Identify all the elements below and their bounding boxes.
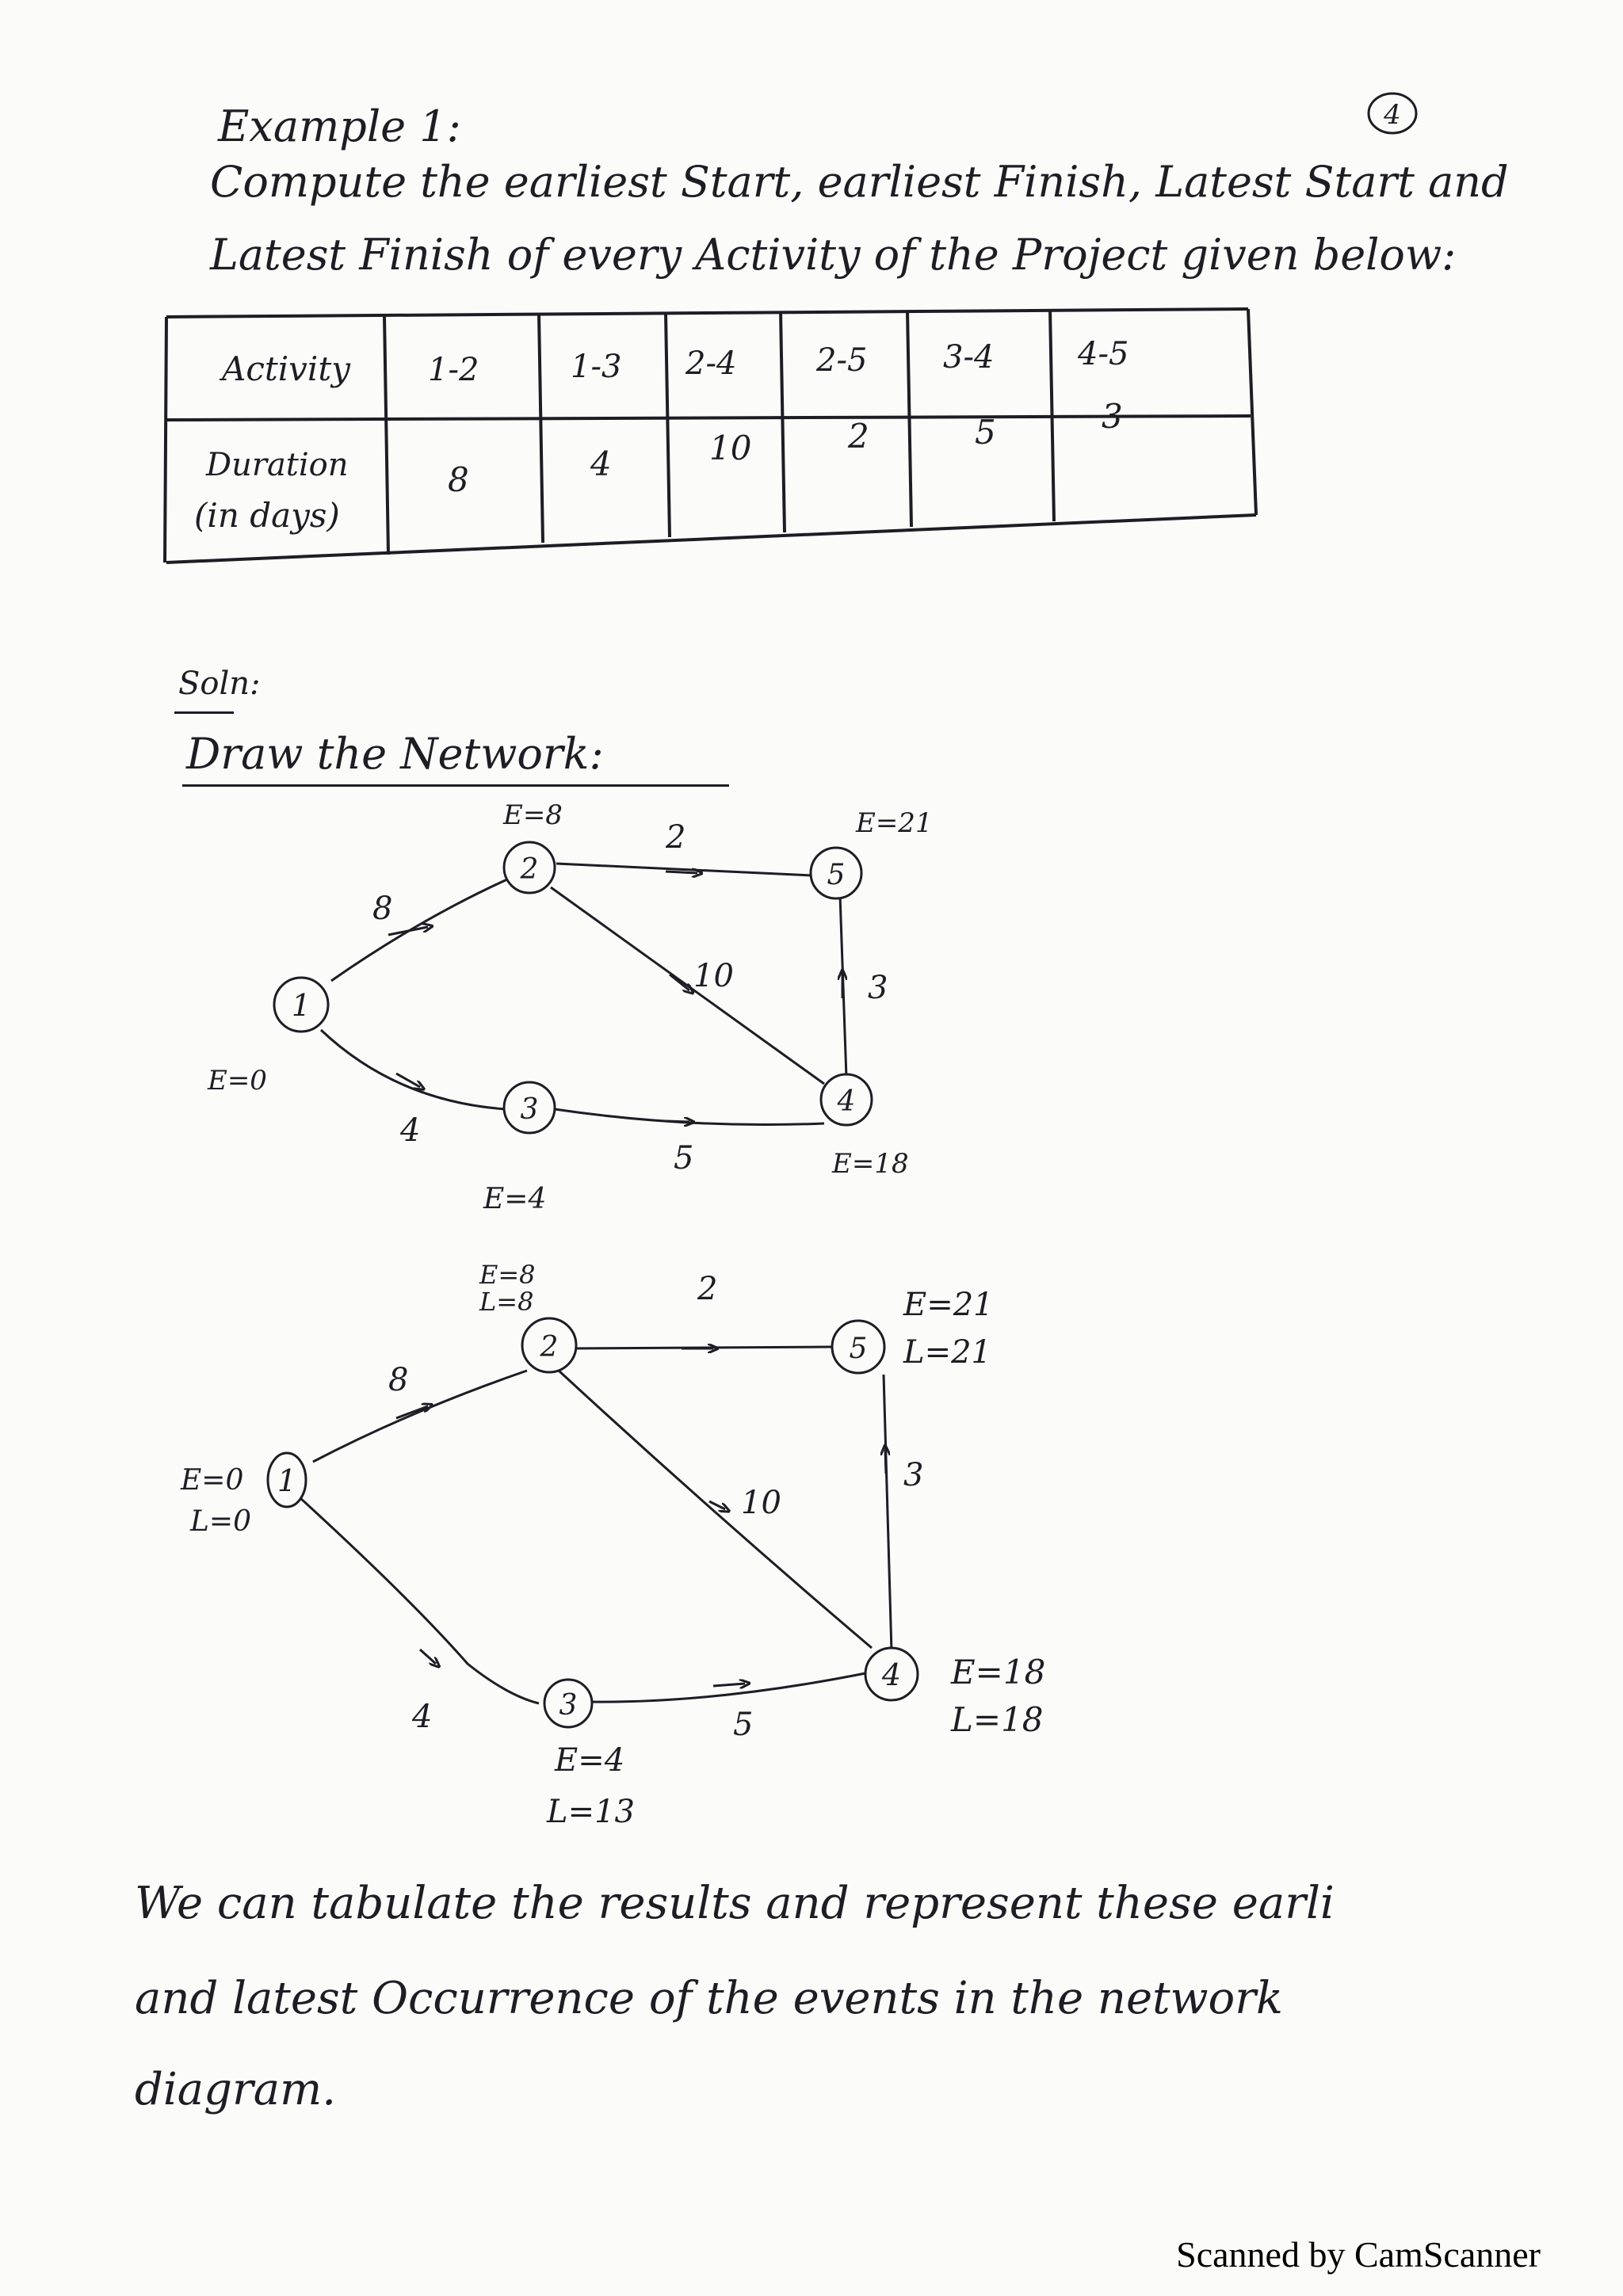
- edge2-1-3-duration: 4: [412, 1699, 433, 1735]
- edge2-1-2: [313, 1371, 527, 1462]
- network-diagram-2: [0, 1252, 1623, 1846]
- node2-1-latest: L=0: [190, 1505, 251, 1538]
- table-row1-header: Activity: [222, 349, 350, 388]
- question-line-2: Latest Finish of every Activity of the Project given below:: [210, 230, 1457, 280]
- duration-1-2: 8: [448, 460, 469, 499]
- edge-1-3: [321, 1030, 506, 1109]
- duration-4-5: 3: [1102, 397, 1123, 436]
- conclusion-line-3: diagram.: [135, 2064, 337, 2115]
- duration-1-3: 4: [590, 444, 612, 483]
- edge2-2-4-duration: 10: [741, 1485, 781, 1521]
- node2-4-label: 4: [881, 1657, 902, 1692]
- node2-1-earliest: E=0: [181, 1464, 244, 1497]
- node2-2-label: 2: [540, 1331, 559, 1363]
- table-row2-header-line2: (in days): [194, 496, 340, 535]
- node2-3-latest: L=13: [547, 1794, 635, 1830]
- node-1-label: 1: [291, 988, 311, 1023]
- edge-3-4-duration: 5: [674, 1140, 694, 1177]
- network-heading: Draw the Network:: [186, 729, 604, 779]
- edge-1-2-duration: 8: [372, 891, 393, 927]
- edge2-1-2-duration: 8: [388, 1362, 409, 1398]
- page-number: 4: [1384, 99, 1401, 131]
- edge2-3-4-duration: 5: [733, 1707, 754, 1743]
- duration-2-5: 2: [848, 417, 869, 456]
- edge-1-2: [331, 879, 507, 981]
- edge-1-3-duration: 4: [400, 1112, 421, 1149]
- edge2-1-3: [300, 1497, 539, 1703]
- node2-5-label: 5: [849, 1333, 868, 1365]
- question-line-1: Compute the earliest Start, earliest Finish, Latest Start and: [210, 157, 1509, 207]
- node-1-earliest: E=0: [208, 1065, 267, 1097]
- activity-3-4: 3-4: [943, 339, 995, 376]
- node2-4-latest: L=18: [951, 1700, 1044, 1739]
- scanner-footer: Scanned by CamScanner: [1176, 2234, 1541, 2275]
- node2-5-earliest: E=21: [903, 1287, 994, 1323]
- edge-2-4-duration: 10: [693, 958, 734, 994]
- example-title: Example 1:: [218, 101, 461, 151]
- activity-2-5: 2-5: [816, 342, 868, 379]
- node-4-earliest: E=18: [832, 1148, 909, 1180]
- conclusion-line-1: We can tabulate the results and represent these earli: [135, 1878, 1335, 1929]
- node2-2-earliest: E=8: [479, 1260, 536, 1290]
- node-5-earliest: E=21: [856, 807, 933, 839]
- conclusion-line-2: and latest Occurrence of the events in the network: [135, 1973, 1283, 2024]
- edge2-2-4: [559, 1371, 872, 1648]
- duration-3-4: 5: [975, 413, 996, 452]
- activity-1-3: 1-3: [571, 349, 622, 385]
- edge2-2-5-duration: 2: [697, 1271, 718, 1307]
- edge-2-5-duration: 2: [666, 819, 686, 856]
- node-3-earliest: E=4: [483, 1183, 547, 1215]
- node-4-label: 4: [837, 1085, 856, 1118]
- node2-1-label: 1: [277, 1463, 297, 1498]
- node2-5-latest: L=21: [903, 1334, 991, 1371]
- edge-4-5-duration: 3: [868, 970, 888, 1006]
- edge2-4-5-duration: 3: [903, 1457, 924, 1493]
- activity-4-5: 4-5: [1078, 336, 1129, 372]
- edge2-4-5: [884, 1375, 892, 1652]
- table-row2-header-line1: Duration: [206, 447, 349, 483]
- activity-1-2: 1-2: [428, 352, 479, 388]
- edge2-3-4: [590, 1673, 865, 1702]
- edge-2-5: [556, 864, 812, 875]
- duration-2-4: 10: [709, 429, 752, 467]
- solution-label: Soln:: [178, 666, 261, 702]
- node2-2-latest: L=8: [479, 1287, 534, 1317]
- node-5-label: 5: [827, 859, 846, 891]
- edge-3-4: [555, 1109, 824, 1125]
- node2-4-earliest: E=18: [951, 1653, 1046, 1691]
- node2-3-earliest: E=4: [555, 1742, 625, 1779]
- activity-2-4: 2-4: [685, 345, 737, 382]
- edge-2-4: [551, 887, 824, 1084]
- node2-3-label: 3: [559, 1689, 578, 1722]
- node-2-earliest: E=8: [503, 799, 563, 831]
- node-2-label: 2: [520, 853, 539, 886]
- node-3-label: 3: [520, 1093, 539, 1126]
